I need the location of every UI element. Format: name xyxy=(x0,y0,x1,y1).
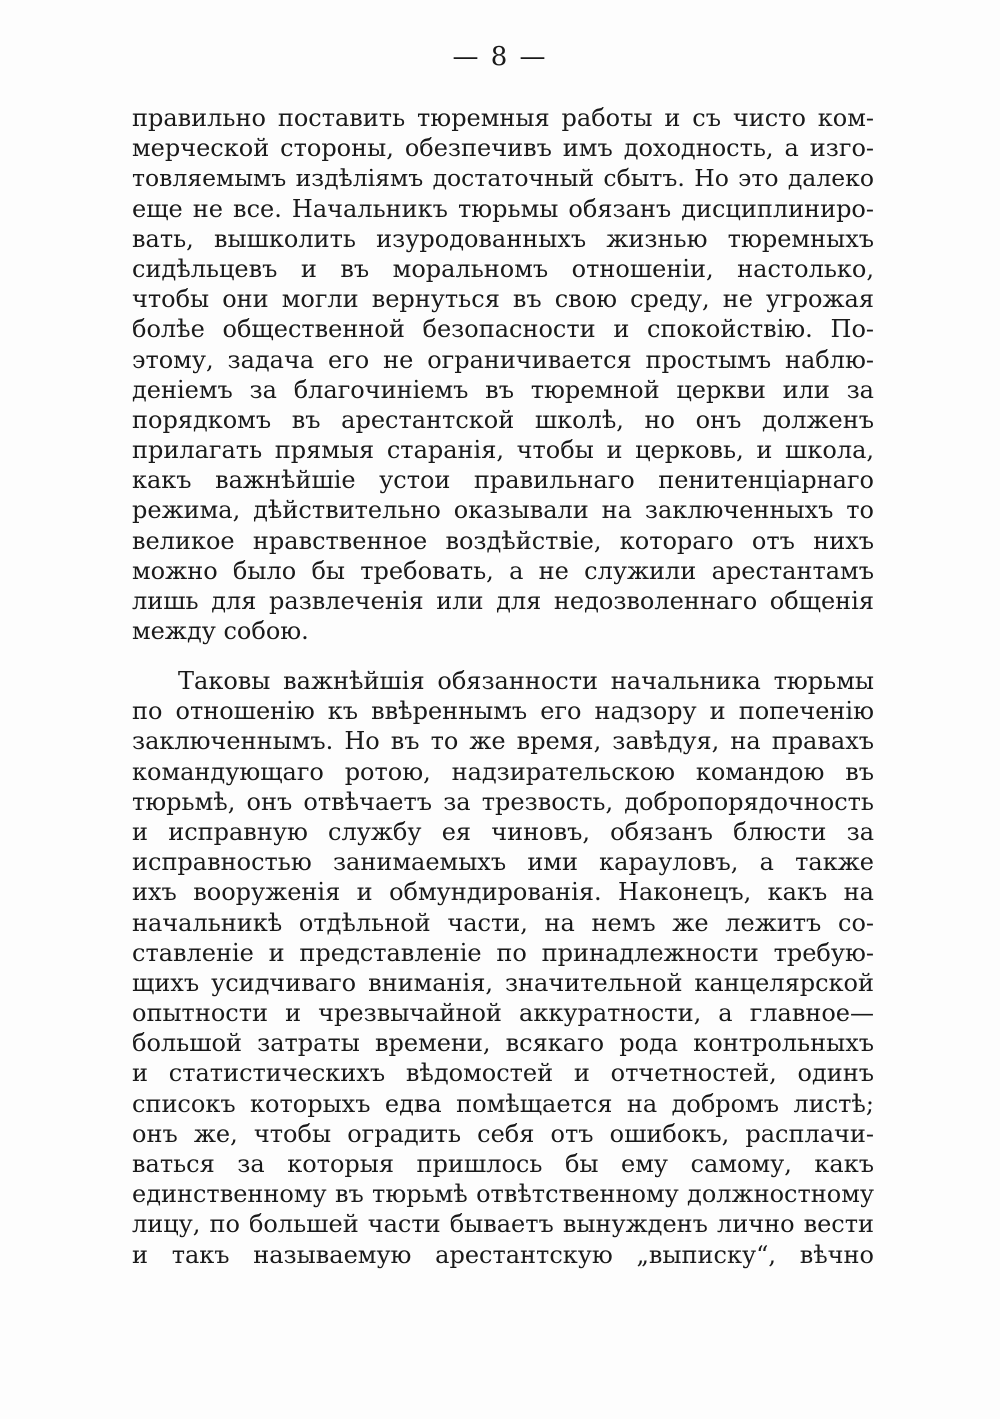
text-line: большой затраты времени, всякаго рода контрольныхъ xyxy=(132,1029,874,1058)
text-line: болѣе общественной безопасности и спокойствію. По- xyxy=(132,315,874,344)
text-line: деніемъ за благочиніемъ въ тюремной церкви или за xyxy=(132,375,874,404)
text-line: лицу, по большей части бываетъ вынужденъ лично вести xyxy=(132,1210,874,1239)
text-line: ставленіе и представленіе по принадлежности требую- xyxy=(132,938,874,967)
text-line: вать, вышколить изуродованныхъ жизнью тюремныхъ xyxy=(132,224,874,253)
text-line: заключеннымъ. Но въ то же время, завѣдуя, на правахъ xyxy=(132,727,874,756)
text-line: сидѣльцевъ и въ моральномъ отношеніи, настолько, xyxy=(132,254,874,283)
paragraph-1 xyxy=(132,103,874,646)
text-line: еще не все. Начальникъ тюрьмы обязанъ дисциплиниро- xyxy=(132,194,874,223)
text-line: чтобы они могли вернуться въ свою среду, не угрожая xyxy=(132,285,874,314)
text-line: командующаго ротою, надзирательскою командою въ xyxy=(132,757,874,786)
text-line: великое нравственное воздѣйствіе, котораго отъ нихъ xyxy=(132,526,874,555)
text-line: лишь для развлеченія или для недозволеннаго общенія xyxy=(132,587,874,615)
text-line: опытности и чрезвычайной аккуратности, а главное— xyxy=(132,999,874,1028)
paragraph-2 xyxy=(132,666,874,1270)
text-line: какъ важнѣйшіе устои правильнаго пенитенціарнаго xyxy=(132,466,874,495)
text-line: и такъ называемую арестантскую „выписку“, вѣчно xyxy=(132,1240,874,1269)
text-line: исправностью занимаемыхъ ими карауловъ, а также xyxy=(132,848,874,877)
text-line: щихъ усидчиваго вниманія, значительной канцелярской xyxy=(132,968,874,997)
text-line: можно было бы требовать, а не служили арестантамъ xyxy=(132,556,874,585)
text-line: и статистическихъ вѣдомостей и отчетностей, одинъ xyxy=(132,1059,874,1088)
text-line: ваться за которыя пришлось бы ему самому, какъ xyxy=(132,1150,874,1178)
text-line: списокъ которыхъ едва помѣщается на добромъ листѣ; xyxy=(132,1089,874,1118)
text-line: между собою. xyxy=(132,617,309,646)
page-number: — 8 — xyxy=(452,42,548,72)
text-line: начальникѣ отдѣльной части, на немъ же лежитъ со- xyxy=(132,908,874,937)
text-line: единственному въ тюрьмѣ отвѣтственному должностному xyxy=(132,1180,874,1209)
text-line: Таковы важнѣйшія обязанности начальника тюрьмы xyxy=(178,667,874,695)
text-line: по отношенію къ ввѣреннымъ его надзору и попеченію xyxy=(132,697,874,726)
text-line: ихъ вооруженія и обмундированія. Наконецъ, какъ на xyxy=(132,878,874,907)
text-line: порядкомъ въ арестантской школѣ, но онъ долженъ xyxy=(132,405,874,434)
text-line: этому, задача его не ограничивается простымъ наблю- xyxy=(132,345,874,374)
text-line: прилагать прямыя старанія, чтобы и церковь, и школа, xyxy=(132,436,874,465)
text-line: товляемымъ издѣліямъ достаточный сбытъ. Но это далеко xyxy=(132,164,874,193)
text-line: мерческой стороны, обезпечивъ имъ доходность, а изго- xyxy=(132,134,874,163)
text-line: тюрьмѣ, онъ отвѣчаетъ за трезвость, добропорядочность xyxy=(132,787,874,816)
text-line: онъ же, чтобы оградить себя отъ ошибокъ, расплачи- xyxy=(132,1119,874,1148)
text-line: и исправную службу ея чиновъ, обязанъ блюсти за xyxy=(132,817,874,846)
text-line: режима, дѣйствительно оказывали на заключенныхъ то xyxy=(132,496,874,525)
text-line: правильно поставить тюремныя работы и съ чисто ком- xyxy=(132,104,874,132)
